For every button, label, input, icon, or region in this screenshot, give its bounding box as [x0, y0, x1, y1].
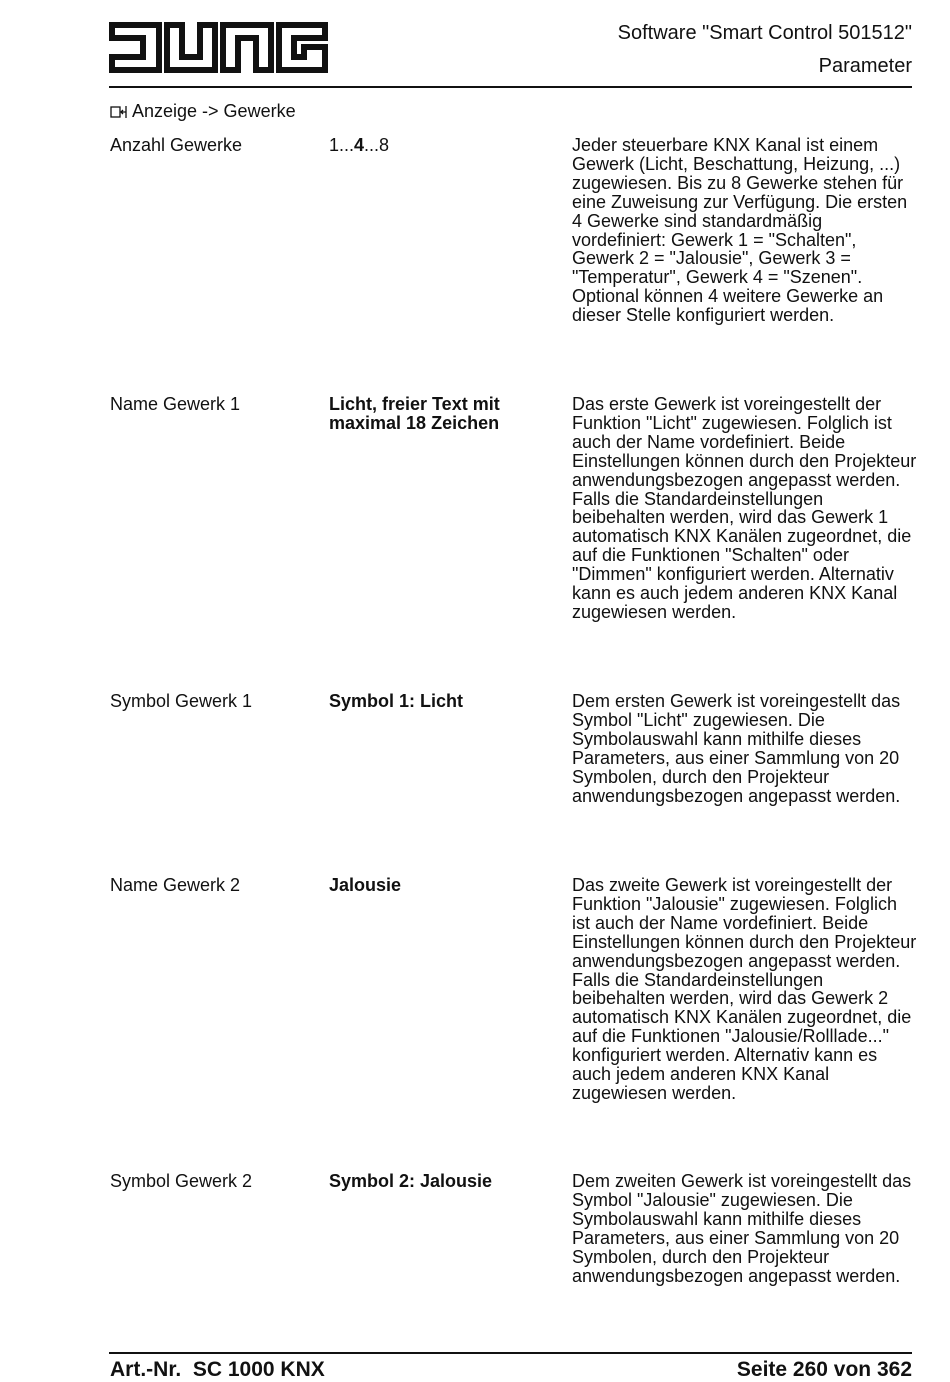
- parameter-value: [329, 136, 559, 155]
- parameter-description: Jeder steuerbare KNX Kanal ist einem Gewerk (Licht, Beschattung, Heizung, ...) zugewiesen. Bis zu 8 Gewerke stehen für eine Zuweisung zur Verfügung. Die ersten 4 Gewerke sind standardmäßig vordefiniert: Gewerk 1 = "Schalten", Gewerk 2 = "Jalousie", Gewerk 3 = "Temperatur", Gewerk 4 = "Szenen". Optional können 4 weitere Gewerke an dieser Stelle konfiguriert werden.: [572, 135, 908, 326]
- document-subtitle: Parameter: [818, 55, 912, 77]
- parameter-description: Das erste Gewerk ist voreingestellt der Funktion "Licht" zugewiesen. Folglich ist auch der Name vordefiniert. Beide Einstellungen können durch den Projekteur anwendungsbezogen angepasst werden. Falls die Standardeinstellungen beibehalten werden, wird das Gewerk 1 automatisch KNX Kanälen zugeordnet, die auf die Funktionen "Schalten" oder "Dimmen" konfiguriert werden. Alternativ kann es auch jedem anderen KNX Kanal zugewiesen werden.: [572, 394, 917, 622]
- document-title: Software "Smart Control 501512": [617, 22, 912, 44]
- footer-rule: [109, 1352, 912, 1354]
- parameter-name: Name Gewerk 2: [110, 875, 241, 895]
- parameter-description: Dem ersten Gewerk ist voreingestellt das Symbol "Licht" zugewiesen. Die Symbolauswahl kann mithilfe dieses Parameters, aus einer Sammlung von 20 Symbolen, durch den Projekteur anwendungsbezogen angepasst werden.: [572, 691, 901, 806]
- parameter-value: Licht, freier Text mit maximal 18 Zeichen: [329, 394, 500, 433]
- header-rule: [109, 86, 912, 88]
- breadcrumb-label: Anzeige -> Gewerke: [132, 101, 296, 121]
- parameter-value: Symbol 2: Jalousie: [329, 1171, 493, 1191]
- parameter-name: Anzahl Gewerke: [110, 135, 243, 155]
- parameter-name: Name Gewerk 1: [110, 394, 241, 414]
- jung-logo: [109, 20, 331, 78]
- page-number: Seite 260 von 362: [736, 1358, 912, 1381]
- parameter-description: Dem zweiten Gewerk ist voreingestellt das Symbol "Jalousie" zugewiesen. Die Symbolauswahl kann mithilfe dieses Parameters, aus einer Sammlung von 20 Symbolen, durch den Projekteur anwendungsbezogen angepasst werden.: [572, 1171, 912, 1286]
- parameter-name: Symbol Gewerk 1: [110, 691, 253, 711]
- breadcrumb: [110, 101, 296, 122]
- parameter-value: Symbol 1: Licht: [329, 691, 464, 711]
- value-max: ...8: [364, 135, 390, 155]
- parameter-name: Symbol Gewerk 2: [110, 1171, 253, 1191]
- value-min: 1...: [329, 135, 355, 155]
- article-number: Art.-Nr. SC 1000 KNX: [110, 1358, 325, 1381]
- value-default: 4: [354, 135, 365, 155]
- parameter-tab-icon: [110, 105, 128, 119]
- parameter-value: Jalousie: [329, 875, 402, 895]
- parameter-description: Das zweite Gewerk ist voreingestellt der Funktion "Jalousie" zugewiesen. Folglich ist auch der Name vordefiniert. Beide Einstellungen können durch den Projekteur anwendungsbezogen angepasst werden. Falls die Standardeinstellungen beibehalten werden, wird das Gewerk 2 automatisch KNX Kanälen zugeordnet, die auf die Funktionen "Jalousie/Rolllade..." konfiguriert werden. Alternativ kann es auch jedem anderen KNX Kanal zugewiesen werden.: [572, 875, 917, 1103]
